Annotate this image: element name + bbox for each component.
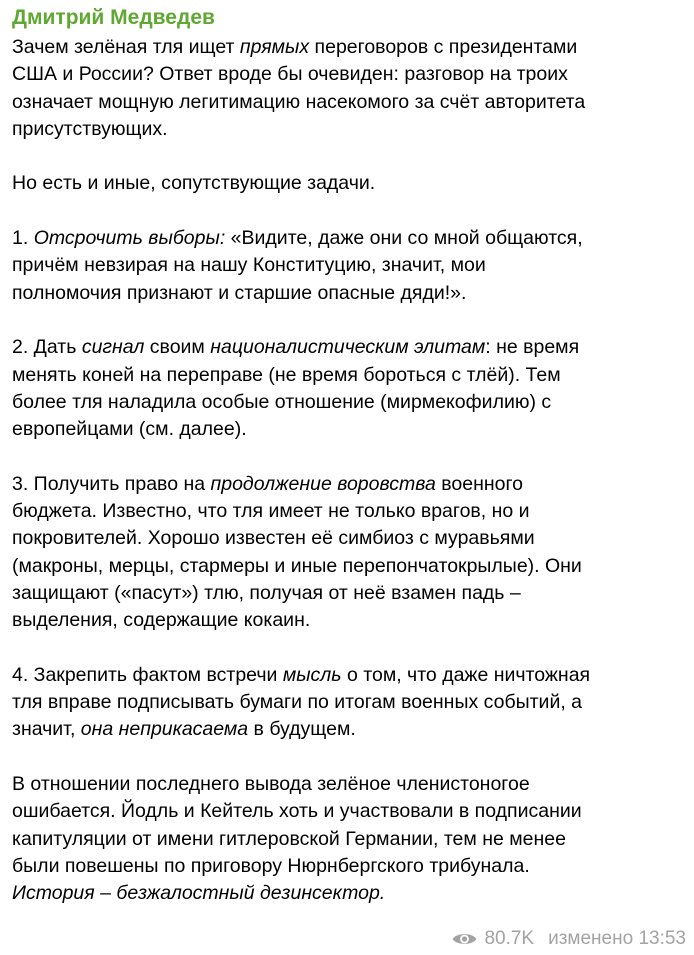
- text-fragment: (макроны, мерцы, стармеры и иные перепончатокрылые). Они: [12, 554, 582, 577]
- post-paragraph: [12, 771, 686, 907]
- text-fragment: 2. Дать: [12, 336, 82, 359]
- eye-icon: [451, 930, 478, 948]
- text-line: [12, 61, 686, 88]
- text-line: [12, 252, 686, 279]
- text-fragment: менять коней на переправе (не время бороться с тлёй). Тем: [12, 363, 561, 386]
- text-fragment: Зачем зелёная тля ищет: [12, 36, 240, 58]
- text-fragment: 4. Закрепить фактом встречи: [12, 663, 283, 686]
- text-fragment: означает мощную легитимацию насекомого за счёт авторитета: [12, 90, 586, 113]
- text-fragment: «Видите, даже они со мной общаются,: [225, 227, 583, 250]
- post-paragraph: [12, 334, 686, 443]
- italic-fragment: националистическим элитам: [210, 336, 486, 359]
- text-fragment: : не время: [485, 336, 580, 359]
- text-fragment: США и России? Ответ вроде бы очевиден: разговор на троих: [12, 63, 568, 86]
- text-fragment: в будущем.: [248, 718, 356, 741]
- text-line: [12, 525, 686, 552]
- text-fragment: европейцами (см. далее).: [12, 418, 247, 441]
- post-footer: [451, 927, 686, 951]
- post-paragraph: [12, 471, 686, 635]
- text-fragment: были повешены по приговору Нюрнбергского трибунала.: [12, 854, 530, 877]
- text-line: [12, 416, 686, 443]
- text-fragment: 3. Получить право на: [12, 472, 211, 495]
- post-paragraph: [12, 170, 686, 197]
- text-line: [12, 471, 686, 498]
- text-fragment: В отношении последнего вывода зелёное членистоногое: [12, 773, 530, 796]
- text-fragment: покровителей. Хорошо известен её симбиоз с муравьями: [12, 527, 535, 550]
- italic-fragment: она неприкасаема: [80, 718, 249, 741]
- text-line: [12, 225, 686, 252]
- text-fragment: ошибается. Йодль и Кейтель хоть и участвовали в подписании: [12, 800, 582, 823]
- text-line: [12, 553, 686, 580]
- text-line: [12, 498, 686, 525]
- text-fragment: своим: [144, 336, 211, 359]
- text-fragment: капитуляции от имени гитлеровской Германии, тем не менее: [12, 827, 566, 850]
- italic-fragment: прямых: [239, 36, 310, 58]
- text-line: [12, 853, 686, 880]
- text-line: [12, 116, 686, 143]
- text-line: [12, 771, 686, 798]
- text-line: [12, 689, 686, 716]
- view-count: 80.7K: [484, 928, 535, 949]
- text-fragment: Но есть и иные, сопутствующие задачи.: [12, 172, 376, 195]
- text-fragment: значит,: [12, 718, 81, 741]
- post-text: [12, 34, 686, 908]
- text-line: [12, 89, 686, 116]
- text-fragment: полномочия признают и старшие опасные дяди!».: [12, 281, 467, 304]
- text-fragment: бюджета. Известно, что тля имеет не только врагов, но и: [12, 500, 530, 523]
- post-paragraph: [12, 225, 686, 307]
- text-line: [12, 826, 686, 853]
- text-fragment: защищают («пасут») тлю, получая от неё взамен падь –: [12, 581, 521, 604]
- text-line: [12, 580, 686, 607]
- text-fragment: присутствующих.: [12, 117, 168, 140]
- italic-fragment: Отсрочить выборы:: [33, 227, 226, 250]
- italic-fragment: сигнал: [81, 336, 145, 359]
- text-line: [12, 798, 686, 825]
- italic-fragment: продолжение воровства: [210, 472, 436, 495]
- text-line: [12, 362, 686, 389]
- text-line: [12, 170, 686, 197]
- text-fragment: выделения, содержащие кокаин.: [12, 609, 311, 632]
- text-line: [12, 607, 686, 634]
- edited-timestamp: изменено 13:53: [548, 928, 686, 949]
- text-fragment: переговоров с президентами: [309, 36, 578, 58]
- text-line: [12, 280, 686, 307]
- text-fragment: тля вправе подписывать бумаги по итогам военных событий, а: [12, 691, 583, 714]
- italic-fragment: История – безжалостный дезинсектор.: [12, 882, 386, 905]
- text-fragment: причём невзирая на нашу Конституцию, значит, мои: [12, 254, 486, 277]
- post-author[interactable]: Дмитрий Медведев: [12, 6, 215, 29]
- post-paragraph: [12, 34, 686, 143]
- text-fragment: о том, что даже ничтожная: [341, 663, 591, 686]
- post-paragraph: [12, 662, 686, 744]
- text-line: [12, 334, 686, 361]
- text-fragment: 1.: [12, 227, 34, 250]
- text-fragment: более тля наладила особые отношение (мирмекофилию) с: [12, 390, 552, 413]
- text-fragment: военного: [435, 472, 524, 495]
- text-line: [12, 389, 686, 416]
- text-line: [12, 716, 686, 743]
- text-line: [12, 662, 686, 689]
- text-line: [12, 34, 686, 61]
- italic-fragment: мысль: [282, 663, 342, 686]
- text-line: [12, 880, 686, 907]
